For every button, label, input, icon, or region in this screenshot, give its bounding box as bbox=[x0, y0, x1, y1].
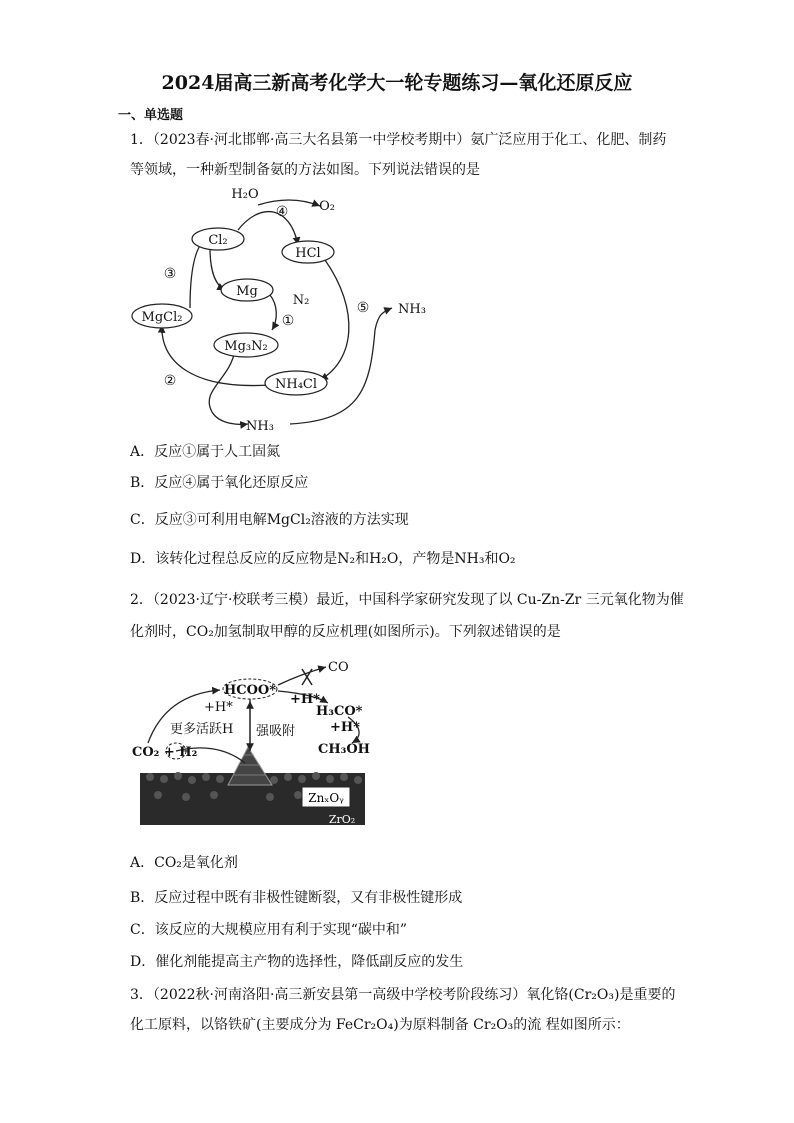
step5-marker: ⑤ bbox=[356, 300, 370, 316]
step3-marker: ③ bbox=[163, 266, 177, 282]
q3-stem-line1: 3．（2022秋·河南洛阳·高三新安县第一高级中学校考阶段练习）氧化铬(Cr₂O₃)是重要的 bbox=[130, 987, 676, 1003]
mgcl2-label: MgCl₂ bbox=[141, 310, 183, 325]
mg3n2-label: Mg₃N₂ bbox=[224, 339, 268, 354]
hcoo-label: HCOO* bbox=[223, 683, 277, 698]
cl2-label: Cl₂ bbox=[208, 233, 228, 248]
q2-option-a: A．CO₂是氧化剂 bbox=[130, 855, 238, 871]
document-title: 2024届高三新高考化学大一轮专题练习—氧化还原反应 bbox=[161, 72, 633, 94]
step2-marker: ② bbox=[163, 373, 177, 389]
q1-stem-line2: 等领域，一种新型制备氨的方法如图。下列说法错误的是 bbox=[130, 162, 480, 178]
nh4cl-label: NH₄Cl bbox=[274, 377, 318, 392]
q1-option-a: A．反应①属于人工固氮 bbox=[130, 444, 281, 460]
more-active-h-label: 更多活跃H bbox=[170, 722, 234, 737]
h2o-label: H₂O bbox=[231, 187, 259, 202]
h-star-label-1: +H* bbox=[204, 700, 233, 715]
o2-label: O₂ bbox=[319, 199, 335, 214]
nh3-top-label: NH₃ bbox=[398, 302, 426, 317]
ch3oh-label: CH₃OH bbox=[318, 742, 370, 757]
zro2-label: ZrO₂ bbox=[328, 813, 356, 826]
step1-marker: ① bbox=[281, 313, 295, 329]
q3-stem-line2: 化工原料，以铬铁矿(主要成分为 FeCr₂O₄)为原料制备 Cr₂O₃的流 程如图所示： bbox=[130, 1017, 630, 1033]
q2-option-d: D．催化剂能提高主产物的选择性，降低副反应的发生 bbox=[130, 954, 464, 970]
n2-label: N₂ bbox=[292, 293, 310, 308]
znxoy-label: ZnₓOᵧ bbox=[308, 791, 344, 805]
q1-option-c: C．反应③可利用电解MgCl₂溶液的方法实现 bbox=[130, 512, 409, 528]
q1-option-b: B．反应④属于氧化还原反应 bbox=[130, 475, 309, 491]
co-label: CO bbox=[328, 660, 349, 675]
hcl-label: HCl bbox=[295, 246, 321, 261]
co2-hydrogenation-mechanism bbox=[130, 655, 370, 830]
step4-marker: ④ bbox=[275, 204, 289, 220]
h-star-label-3: +H* bbox=[330, 720, 360, 735]
q2-stem-line1: 2．（2023·辽宁·校联考三模）最近，中国科学家研究发现了以 Cu-Zn-Zr 三元氧化物为催 bbox=[130, 592, 684, 608]
q2-option-b: B．反应过程中既有非极性键断裂，又有非极性键形成 bbox=[130, 890, 463, 906]
co2-h2-label: CO₂ + H₂ bbox=[132, 745, 198, 760]
strong-adsorption-label: 强吸附 bbox=[256, 724, 296, 739]
q1-stem-line1: 1．（2023春·河北邯郸·高三大名县第一中学校考期中）氨广泛应用于化工、化肥、制药 bbox=[130, 132, 667, 148]
section-heading: 一、单选题 bbox=[118, 108, 184, 123]
ammonia-cycle-diagram bbox=[130, 180, 440, 435]
q2-option-c: C．该反应的大规模应用有利于实现“碳中和” bbox=[130, 922, 408, 938]
mg-label: Mg bbox=[236, 284, 258, 299]
q2-stem-line2: 化剂时，CO₂加氢制取甲醇的反应机理(如图所示)。下列叙述错误的是 bbox=[130, 624, 561, 640]
h3co-label: H₃CO* bbox=[316, 704, 363, 719]
h-star-label-2: +H* bbox=[290, 692, 320, 707]
nh3-bottom-label: NH₃ bbox=[246, 419, 274, 434]
q1-option-d: D．该转化过程总反应的反应物是N₂和H₂O，产物是NH₃和O₂ bbox=[130, 551, 516, 567]
